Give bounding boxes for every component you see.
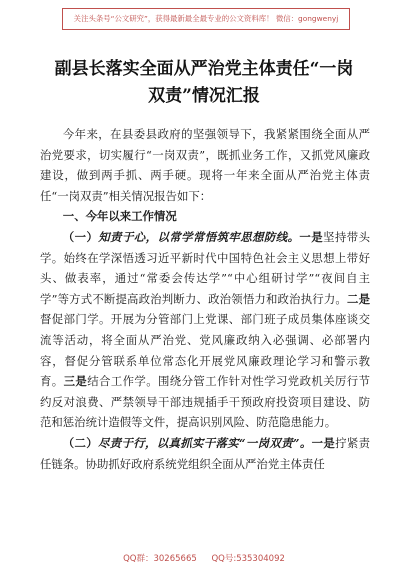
document-body: [40, 124, 370, 474]
page-footer: [0, 552, 408, 564]
subsection-1-label: （一）: [62, 229, 99, 244]
qq-number: QQ号:535304092: [211, 554, 285, 564]
paragraph-text: 坚持带头学。始终在学深悟透习近平新时代中国特色社会主义思想上带好头、做表率，通过“常委会传达学”“中心组研讨学”“夜间自主学”等方式不断提高政治判断力、政治领悟力和政治执行力。: [40, 229, 370, 306]
qq-group: QQ群：30265665: [123, 554, 197, 564]
banner-text: 关注头条号“公文研究”，获得最新最全最专业的公文资料库！ 微信：gongwenyj: [73, 14, 339, 23]
paragraph-text: 结合工作学。围绕分管工作针对性学习党政机关厉行节约反对浪费、严禁领导干部违规插手干预政府投资项目建设、防范和惩治统计造假等文件，提高识别风险、防范隐患能力。: [40, 374, 370, 430]
paragraph-text: 督促部门学。开展为分管部门上党课、部门班子成员集体座谈交流等活动，将全面从严治党、党风廉政纳入必强调、必部署内容，督促分管联系单位常态化开展党风廉政理论学习和警示教育。: [40, 312, 370, 389]
intro-paragraph: 今年来，在县委县政府的坚强领导下，我紧紧围绕全面从严治党要求，切实履行“一岗双责”，既抓业务工作，又抓党风廉政建设，做到两手抓、两手硬。现将一年来全面从严治党主体责任“一岗双责”相关情况报告如下：: [40, 127, 370, 203]
section-heading-1: 一、今年以来工作情况: [62, 209, 177, 224]
point-marker: 三是: [63, 374, 88, 389]
subsection-2-label: （二）: [62, 435, 99, 450]
title-line-2: 双责”情况汇报: [148, 86, 260, 106]
point-marker: 一是: [299, 229, 324, 244]
title-line-1: 副县长落实全面从严治党主体责任“一岗: [54, 59, 354, 79]
subsection-1-paragraph: [40, 227, 370, 433]
point-marker: 二是: [347, 291, 370, 306]
subsection-2-title: 尽责于行，以真抓实干落实“一岗双责”。: [98, 435, 312, 450]
subsection-2-paragraph: [40, 433, 370, 474]
paragraph-text: 拧紧责任链条。协助抓好政府系统党组织全面从严治党主体责任: [40, 435, 370, 471]
promo-banner: [62, 8, 350, 30]
point-marker: 一是: [311, 435, 336, 450]
document-title: [40, 56, 368, 110]
subsection-1-title: 知责于心，以常学常悟筑牢思想防线。: [98, 229, 300, 244]
